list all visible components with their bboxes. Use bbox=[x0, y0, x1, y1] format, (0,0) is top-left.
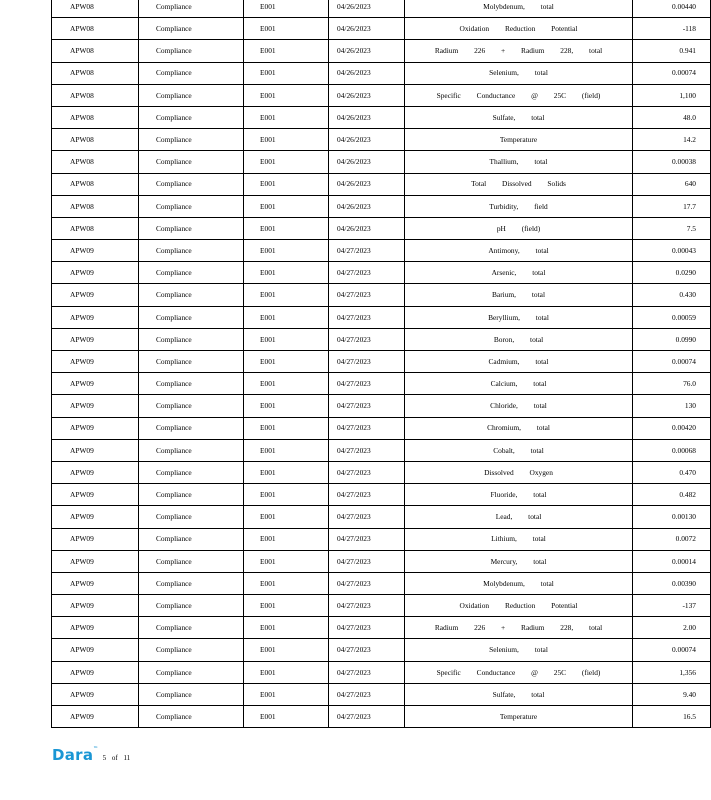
purpose-cell: Compliance bbox=[139, 151, 244, 173]
purpose-cell: Compliance bbox=[139, 0, 244, 18]
parameter-cell: Oxidation Reduction Potential bbox=[405, 595, 633, 617]
table-row bbox=[52, 284, 711, 306]
result-cell: 0.00420 bbox=[633, 417, 711, 439]
location-cell: APW09 bbox=[52, 572, 139, 594]
location-cell: APW08 bbox=[52, 151, 139, 173]
event-cell: E001 bbox=[244, 351, 329, 373]
date-cell: 04/27/2023 bbox=[329, 683, 405, 705]
result-cell: 0.00043 bbox=[633, 240, 711, 262]
event-cell: E001 bbox=[244, 84, 329, 106]
location-cell: APW09 bbox=[52, 373, 139, 395]
parameter-cell: Fluoride, total bbox=[405, 484, 633, 506]
table-row bbox=[52, 595, 711, 617]
table-row bbox=[52, 18, 711, 40]
purpose-cell: Compliance bbox=[139, 40, 244, 62]
table-row bbox=[52, 262, 711, 284]
result-cell: 1,356 bbox=[633, 661, 711, 683]
event-cell: E001 bbox=[244, 106, 329, 128]
result-cell: -137 bbox=[633, 595, 711, 617]
table-row bbox=[52, 106, 711, 128]
table-row bbox=[52, 240, 711, 262]
purpose-cell: Compliance bbox=[139, 217, 244, 239]
purpose-cell: Compliance bbox=[139, 595, 244, 617]
result-cell: 2.00 bbox=[633, 617, 711, 639]
event-cell: E001 bbox=[244, 18, 329, 40]
table-row bbox=[52, 439, 711, 461]
results-table bbox=[51, 0, 711, 728]
parameter-cell: Dissolved Oxygen bbox=[405, 461, 633, 483]
table-row bbox=[52, 84, 711, 106]
table-row bbox=[52, 328, 711, 350]
trademark-mark: ™ bbox=[93, 746, 99, 752]
event-cell: E001 bbox=[244, 572, 329, 594]
date-cell: 04/27/2023 bbox=[329, 395, 405, 417]
date-cell: 04/27/2023 bbox=[329, 661, 405, 683]
date-cell: 04/26/2023 bbox=[329, 217, 405, 239]
parameter-cell: Barium, total bbox=[405, 284, 633, 306]
table-row bbox=[52, 617, 711, 639]
event-cell: E001 bbox=[244, 395, 329, 417]
purpose-cell: Compliance bbox=[139, 306, 244, 328]
location-cell: APW09 bbox=[52, 351, 139, 373]
date-cell: 04/27/2023 bbox=[329, 595, 405, 617]
result-cell: 48.0 bbox=[633, 106, 711, 128]
event-cell: E001 bbox=[244, 617, 329, 639]
event-cell: E001 bbox=[244, 306, 329, 328]
location-cell: APW09 bbox=[52, 528, 139, 550]
parameter-cell: Selenium, total bbox=[405, 62, 633, 84]
location-cell: APW08 bbox=[52, 40, 139, 62]
table-row bbox=[52, 40, 711, 62]
table-row bbox=[52, 195, 711, 217]
table-row bbox=[52, 173, 711, 195]
event-cell: E001 bbox=[244, 528, 329, 550]
date-cell: 04/27/2023 bbox=[329, 351, 405, 373]
date-cell: 04/27/2023 bbox=[329, 706, 405, 728]
table-row bbox=[52, 373, 711, 395]
date-cell: 04/26/2023 bbox=[329, 173, 405, 195]
parameter-cell: Chromium, total bbox=[405, 417, 633, 439]
table-row bbox=[52, 306, 711, 328]
date-cell: 04/27/2023 bbox=[329, 417, 405, 439]
location-cell: APW09 bbox=[52, 595, 139, 617]
purpose-cell: Compliance bbox=[139, 550, 244, 572]
location-cell: APW09 bbox=[52, 461, 139, 483]
date-cell: 04/27/2023 bbox=[329, 572, 405, 594]
table-row bbox=[52, 572, 711, 594]
purpose-cell: Compliance bbox=[139, 129, 244, 151]
result-cell: 0.00130 bbox=[633, 506, 711, 528]
location-cell: APW09 bbox=[52, 661, 139, 683]
date-cell: 04/27/2023 bbox=[329, 484, 405, 506]
table-row bbox=[52, 706, 711, 728]
date-cell: 04/27/2023 bbox=[329, 617, 405, 639]
event-cell: E001 bbox=[244, 595, 329, 617]
parameter-cell: Molybdenum, total bbox=[405, 572, 633, 594]
purpose-cell: Compliance bbox=[139, 262, 244, 284]
page-footer bbox=[52, 741, 130, 763]
event-cell: E001 bbox=[244, 40, 329, 62]
parameter-cell: Calcium, total bbox=[405, 373, 633, 395]
result-cell: 1,100 bbox=[633, 84, 711, 106]
purpose-cell: Compliance bbox=[139, 617, 244, 639]
location-cell: APW08 bbox=[52, 62, 139, 84]
purpose-cell: Compliance bbox=[139, 439, 244, 461]
purpose-cell: Compliance bbox=[139, 106, 244, 128]
parameter-cell: Beryllium, total bbox=[405, 306, 633, 328]
parameter-cell: Turbidity, field bbox=[405, 195, 633, 217]
event-cell: E001 bbox=[244, 328, 329, 350]
date-cell: 04/26/2023 bbox=[329, 129, 405, 151]
table-row bbox=[52, 417, 711, 439]
table-row bbox=[52, 151, 711, 173]
table-row bbox=[52, 461, 711, 483]
result-cell: 0.00068 bbox=[633, 439, 711, 461]
parameter-cell: Sulfate, total bbox=[405, 106, 633, 128]
result-cell: 0.00440 bbox=[633, 0, 711, 18]
location-cell: APW08 bbox=[52, 0, 139, 18]
event-cell: E001 bbox=[244, 461, 329, 483]
location-cell: APW08 bbox=[52, 195, 139, 217]
result-cell: 0.0990 bbox=[633, 328, 711, 350]
logo-text: Dara bbox=[52, 746, 94, 764]
result-cell: 17.7 bbox=[633, 195, 711, 217]
purpose-cell: Compliance bbox=[139, 484, 244, 506]
table-row bbox=[52, 661, 711, 683]
event-cell: E001 bbox=[244, 151, 329, 173]
table-row bbox=[52, 639, 711, 661]
parameter-cell: Temperature bbox=[405, 129, 633, 151]
table-row bbox=[52, 351, 711, 373]
date-cell: 04/27/2023 bbox=[329, 461, 405, 483]
result-cell: 0.00014 bbox=[633, 550, 711, 572]
purpose-cell: Compliance bbox=[139, 373, 244, 395]
date-cell: 04/26/2023 bbox=[329, 18, 405, 40]
parameter-cell: Antimony, total bbox=[405, 240, 633, 262]
date-cell: 04/26/2023 bbox=[329, 40, 405, 62]
result-cell: 16.5 bbox=[633, 706, 711, 728]
result-cell: 9.40 bbox=[633, 683, 711, 705]
parameter-cell: Specific Conductance @ 25C (field) bbox=[405, 661, 633, 683]
parameter-cell: Specific Conductance @ 25C (field) bbox=[405, 84, 633, 106]
date-cell: 04/27/2023 bbox=[329, 506, 405, 528]
purpose-cell: Compliance bbox=[139, 284, 244, 306]
purpose-cell: Compliance bbox=[139, 351, 244, 373]
event-cell: E001 bbox=[244, 639, 329, 661]
purpose-cell: Compliance bbox=[139, 84, 244, 106]
event-cell: E001 bbox=[244, 284, 329, 306]
purpose-cell: Compliance bbox=[139, 461, 244, 483]
purpose-cell: Compliance bbox=[139, 528, 244, 550]
table-row bbox=[52, 484, 711, 506]
date-cell: 04/27/2023 bbox=[329, 328, 405, 350]
location-cell: APW08 bbox=[52, 18, 139, 40]
result-cell: 0.00074 bbox=[633, 62, 711, 84]
location-cell: APW09 bbox=[52, 617, 139, 639]
event-cell: E001 bbox=[244, 683, 329, 705]
purpose-cell: Compliance bbox=[139, 661, 244, 683]
location-cell: APW09 bbox=[52, 262, 139, 284]
event-cell: E001 bbox=[244, 240, 329, 262]
result-cell: 0.941 bbox=[633, 40, 711, 62]
date-cell: 04/27/2023 bbox=[329, 262, 405, 284]
results-table-body bbox=[52, 0, 711, 728]
parameter-cell: Cadmium, total bbox=[405, 351, 633, 373]
purpose-cell: Compliance bbox=[139, 572, 244, 594]
parameter-cell: Cobalt, total bbox=[405, 439, 633, 461]
purpose-cell: Compliance bbox=[139, 639, 244, 661]
date-cell: 04/27/2023 bbox=[329, 550, 405, 572]
location-cell: APW09 bbox=[52, 683, 139, 705]
parameter-cell: pH (field) bbox=[405, 217, 633, 239]
date-cell: 04/26/2023 bbox=[329, 62, 405, 84]
event-cell: E001 bbox=[244, 217, 329, 239]
result-cell: 14.2 bbox=[633, 129, 711, 151]
date-cell: 04/26/2023 bbox=[329, 106, 405, 128]
purpose-cell: Compliance bbox=[139, 195, 244, 217]
result-cell: 76.0 bbox=[633, 373, 711, 395]
event-cell: E001 bbox=[244, 506, 329, 528]
result-cell: 0.430 bbox=[633, 284, 711, 306]
purpose-cell: Compliance bbox=[139, 395, 244, 417]
event-cell: E001 bbox=[244, 173, 329, 195]
location-cell: APW08 bbox=[52, 217, 139, 239]
date-cell: 04/26/2023 bbox=[329, 0, 405, 18]
result-cell: 0.470 bbox=[633, 461, 711, 483]
result-cell: 0.00038 bbox=[633, 151, 711, 173]
table-row bbox=[52, 550, 711, 572]
parameter-cell: Molybdenum, total bbox=[405, 0, 633, 18]
page-number: 5 of 11 bbox=[102, 754, 131, 762]
date-cell: 04/27/2023 bbox=[329, 528, 405, 550]
location-cell: APW09 bbox=[52, 439, 139, 461]
table-row bbox=[52, 528, 711, 550]
location-cell: APW08 bbox=[52, 106, 139, 128]
purpose-cell: Compliance bbox=[139, 706, 244, 728]
event-cell: E001 bbox=[244, 484, 329, 506]
location-cell: APW09 bbox=[52, 417, 139, 439]
location-cell: APW09 bbox=[52, 506, 139, 528]
location-cell: APW09 bbox=[52, 550, 139, 572]
purpose-cell: Compliance bbox=[139, 683, 244, 705]
location-cell: APW09 bbox=[52, 395, 139, 417]
event-cell: E001 bbox=[244, 439, 329, 461]
parameter-cell: Arsenic, total bbox=[405, 262, 633, 284]
event-cell: E001 bbox=[244, 417, 329, 439]
parameter-cell: Radium 226 + Radium 228, total bbox=[405, 617, 633, 639]
date-cell: 04/26/2023 bbox=[329, 195, 405, 217]
purpose-cell: Compliance bbox=[139, 506, 244, 528]
date-cell: 04/27/2023 bbox=[329, 439, 405, 461]
event-cell: E001 bbox=[244, 195, 329, 217]
location-cell: APW09 bbox=[52, 484, 139, 506]
table-row bbox=[52, 129, 711, 151]
event-cell: E001 bbox=[244, 129, 329, 151]
event-cell: E001 bbox=[244, 661, 329, 683]
table-row bbox=[52, 217, 711, 239]
date-cell: 04/26/2023 bbox=[329, 84, 405, 106]
parameter-cell: Mercury, total bbox=[405, 550, 633, 572]
event-cell: E001 bbox=[244, 373, 329, 395]
date-cell: 04/27/2023 bbox=[329, 240, 405, 262]
location-cell: APW09 bbox=[52, 328, 139, 350]
parameter-cell: Oxidation Reduction Potential bbox=[405, 18, 633, 40]
location-cell: APW08 bbox=[52, 173, 139, 195]
result-cell: 640 bbox=[633, 173, 711, 195]
parameter-cell: Boron, total bbox=[405, 328, 633, 350]
parameter-cell: Chloride, total bbox=[405, 395, 633, 417]
event-cell: E001 bbox=[244, 0, 329, 18]
purpose-cell: Compliance bbox=[139, 173, 244, 195]
result-cell: 7.5 bbox=[633, 217, 711, 239]
parameter-cell: Lithium, total bbox=[405, 528, 633, 550]
parameter-cell: Total Dissolved Solids bbox=[405, 173, 633, 195]
event-cell: E001 bbox=[244, 550, 329, 572]
event-cell: E001 bbox=[244, 62, 329, 84]
event-cell: E001 bbox=[244, 262, 329, 284]
location-cell: APW09 bbox=[52, 240, 139, 262]
result-cell: 0.00390 bbox=[633, 572, 711, 594]
table-row bbox=[52, 683, 711, 705]
table-row bbox=[52, 506, 711, 528]
date-cell: 04/27/2023 bbox=[329, 373, 405, 395]
date-cell: 04/27/2023 bbox=[329, 639, 405, 661]
location-cell: APW09 bbox=[52, 284, 139, 306]
location-cell: APW08 bbox=[52, 84, 139, 106]
table-row bbox=[52, 62, 711, 84]
purpose-cell: Compliance bbox=[139, 18, 244, 40]
date-cell: 04/27/2023 bbox=[329, 284, 405, 306]
result-cell: 0.482 bbox=[633, 484, 711, 506]
result-cell: 0.0290 bbox=[633, 262, 711, 284]
parameter-cell: Selenium, total bbox=[405, 639, 633, 661]
result-cell: 0.00059 bbox=[633, 306, 711, 328]
table-row bbox=[52, 395, 711, 417]
date-cell: 04/26/2023 bbox=[329, 151, 405, 173]
result-cell: -118 bbox=[633, 18, 711, 40]
location-cell: APW08 bbox=[52, 129, 139, 151]
location-cell: APW09 bbox=[52, 639, 139, 661]
date-cell: 04/27/2023 bbox=[329, 306, 405, 328]
purpose-cell: Compliance bbox=[139, 240, 244, 262]
location-cell: APW09 bbox=[52, 706, 139, 728]
result-cell: 0.0072 bbox=[633, 528, 711, 550]
purpose-cell: Compliance bbox=[139, 417, 244, 439]
event-cell: E001 bbox=[244, 706, 329, 728]
parameter-cell: Radium 226 + Radium 228, total bbox=[405, 40, 633, 62]
result-cell: 130 bbox=[633, 395, 711, 417]
result-cell: 0.00074 bbox=[633, 639, 711, 661]
location-cell: APW09 bbox=[52, 306, 139, 328]
parameter-cell: Temperature bbox=[405, 706, 633, 728]
purpose-cell: Compliance bbox=[139, 62, 244, 84]
parameter-cell: Lead, total bbox=[405, 506, 633, 528]
purpose-cell: Compliance bbox=[139, 328, 244, 350]
parameter-cell: Sulfate, total bbox=[405, 683, 633, 705]
parameter-cell: Thallium, total bbox=[405, 151, 633, 173]
result-cell: 0.00074 bbox=[633, 351, 711, 373]
dara-logo bbox=[52, 748, 99, 763]
table-row bbox=[52, 0, 711, 18]
